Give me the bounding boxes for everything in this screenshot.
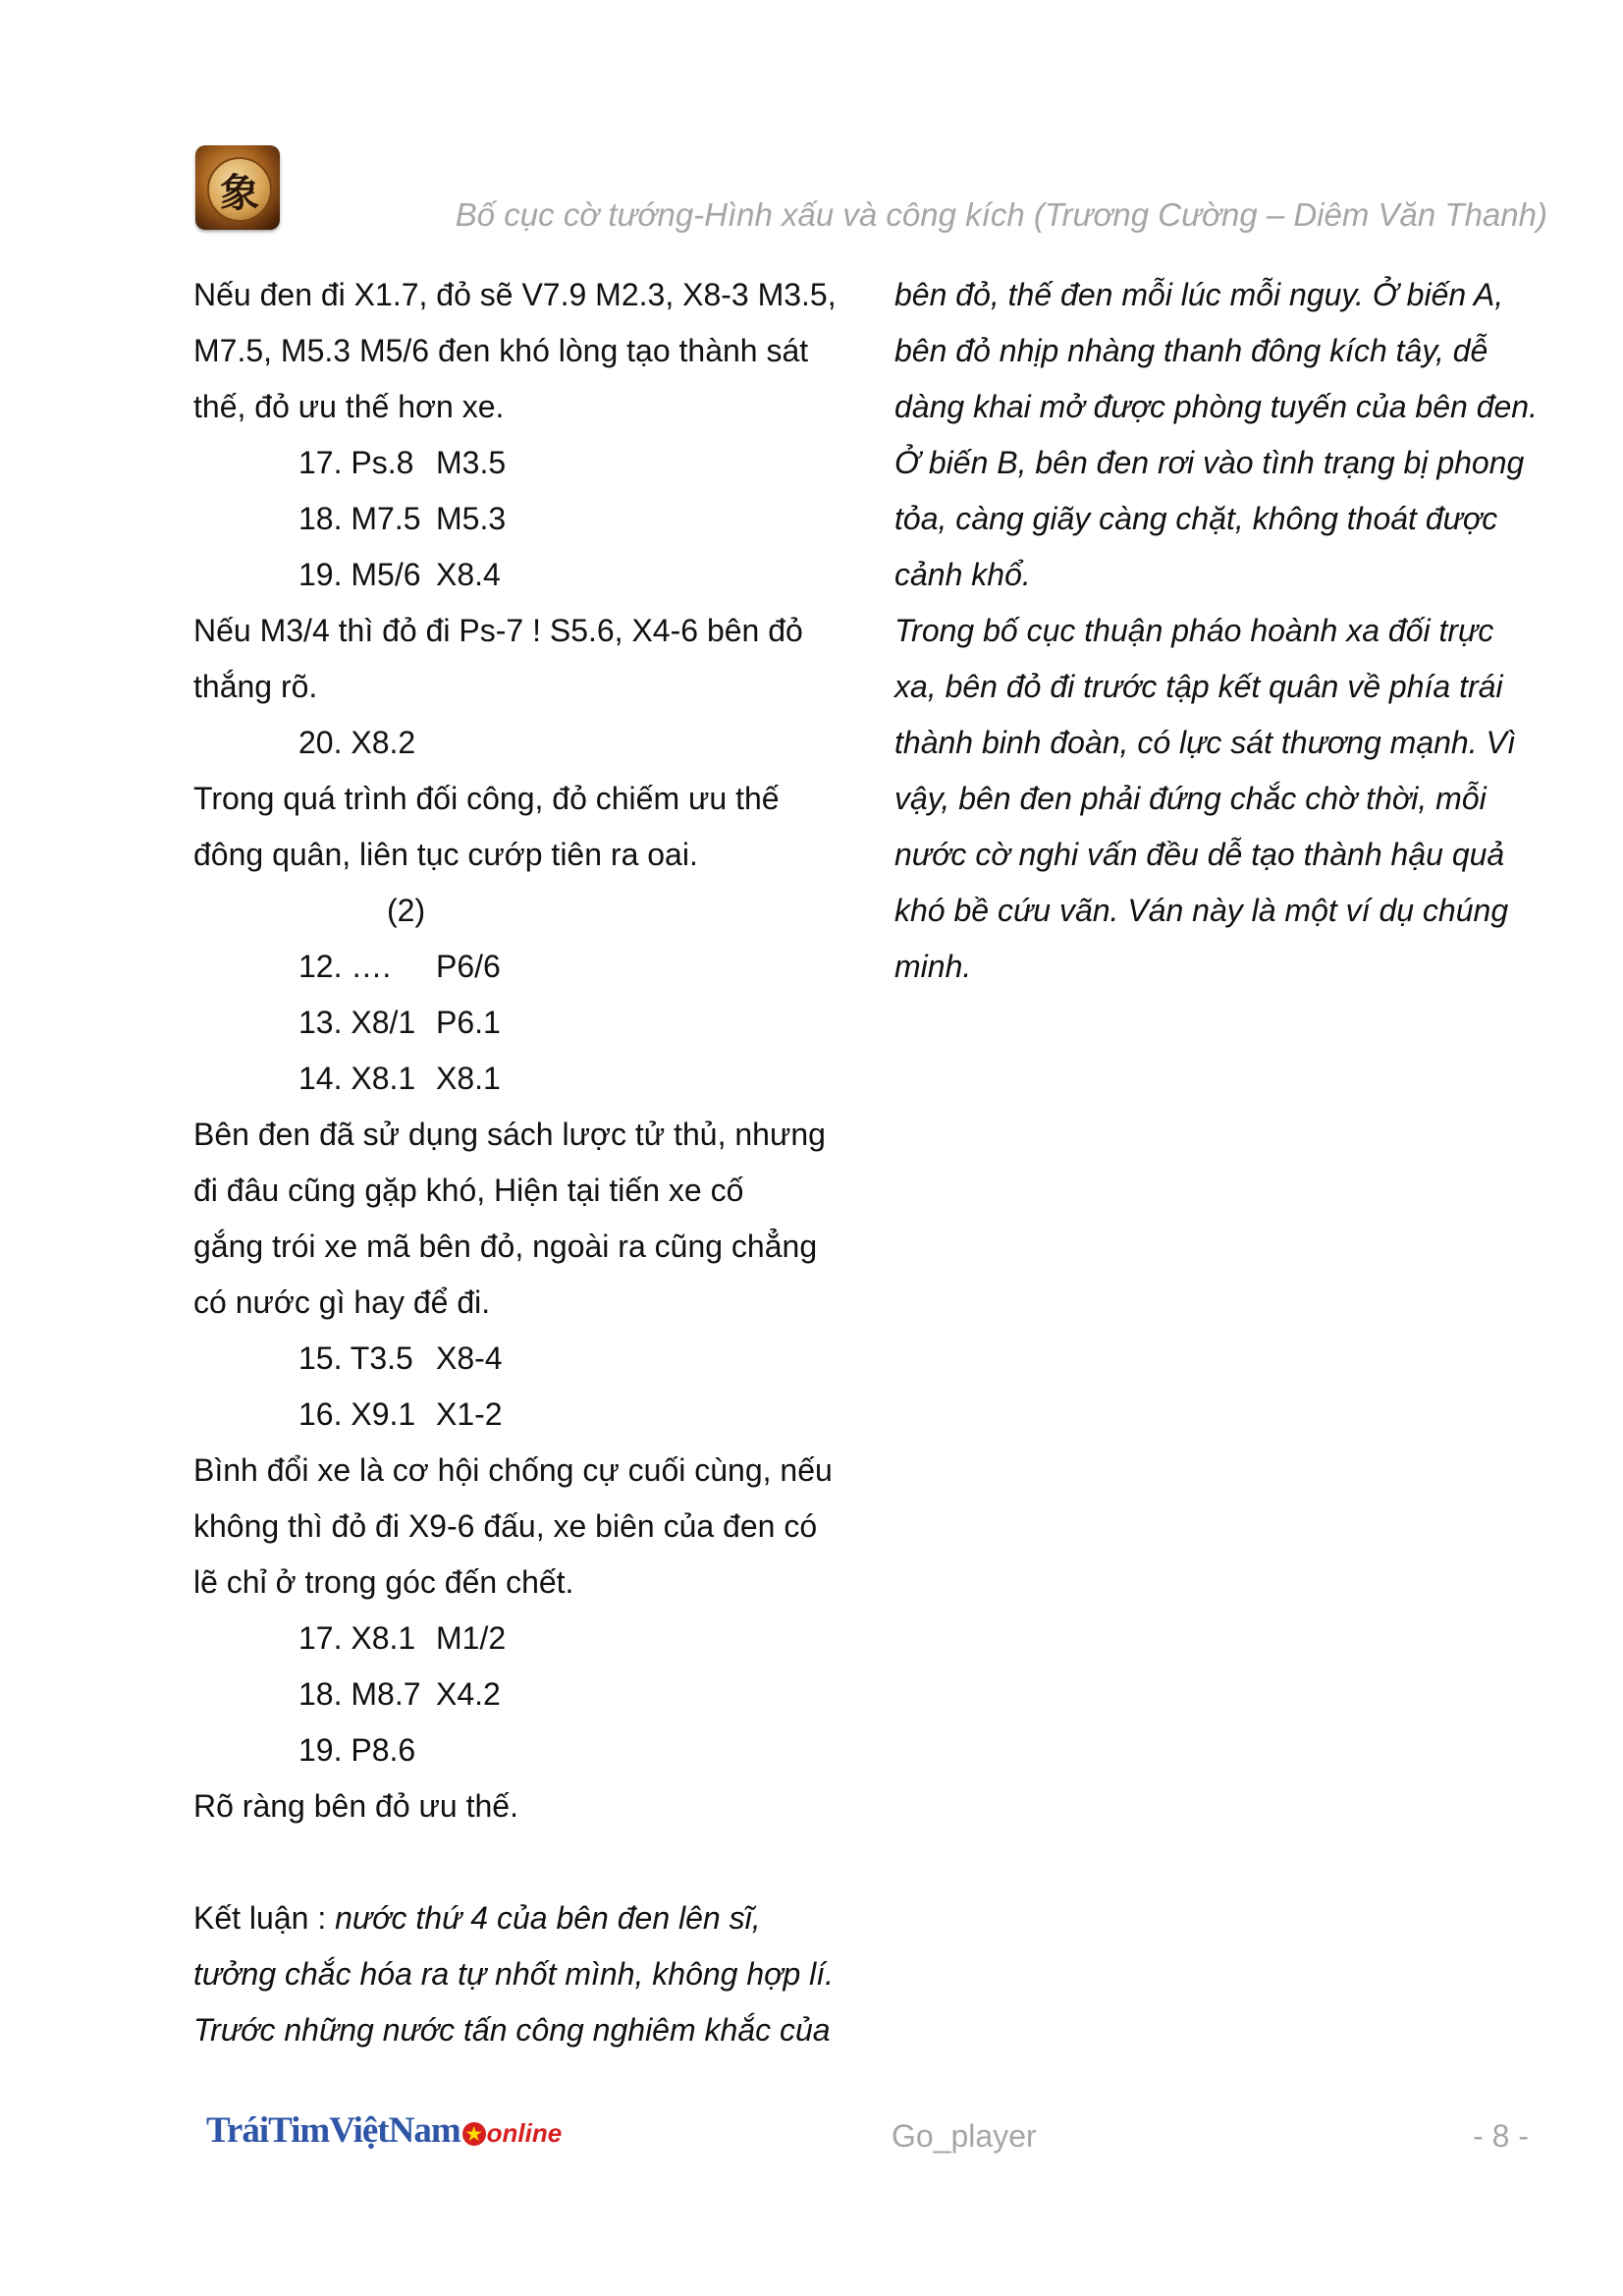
move-list-5 xyxy=(193,1611,881,1778)
move-black: M1/2 xyxy=(436,1620,507,1656)
text-line: bên đỏ nhịp nhàng thanh đông kích tây, dễ xyxy=(894,333,1488,368)
text-line: thắng rõ. xyxy=(193,669,318,704)
move-red: 19. M5/6 xyxy=(298,557,421,592)
paragraph-2 xyxy=(193,603,881,715)
move-list-1 xyxy=(193,435,881,603)
move-row xyxy=(193,1387,881,1443)
text-line: có nước gì hay để đi. xyxy=(193,1285,491,1320)
move-black: P6.1 xyxy=(436,1005,501,1040)
paragraph-1 xyxy=(193,267,881,435)
move-row xyxy=(193,1611,881,1667)
move-list-2 xyxy=(193,715,881,771)
move-row xyxy=(193,1331,881,1387)
move-list-4 xyxy=(193,1331,881,1443)
star-icon: ★ xyxy=(462,2122,486,2146)
brand-name: TráiTimViệtNam xyxy=(206,2110,460,2151)
text-line: đi đâu cũng gặp khó, Hiện tại tiến xe cố xyxy=(193,1173,744,1208)
paragraph-6: Rõ ràng bên đỏ ưu thế. xyxy=(193,1788,518,1824)
text-line: Bên đen đã sử dụng sách lược tử thủ, nhưng xyxy=(193,1117,826,1152)
text-line: khó bề cứu vãn. Ván này là một ví dụ chúng xyxy=(894,893,1509,928)
text-line: không thì đỏ đi X9-6 đấu, xe biên của đen có xyxy=(193,1508,818,1544)
move-black: X8.1 xyxy=(436,1061,501,1096)
text-line: xa, bên đỏ đi trước tập kết quân về phía trái xyxy=(894,669,1503,704)
text-line: Nếu M3/4 thì đỏ đi Ps-7 ! S5.6, X4-6 bên đỏ xyxy=(193,613,803,648)
move-row xyxy=(193,995,881,1051)
conclusion-line xyxy=(193,1890,881,1946)
text-line: đông quân, liên tục cướp tiên ra oai. xyxy=(193,837,698,872)
text-line: gắng trói xe mã bên đỏ, ngoài ra cũng chẳng xyxy=(193,1229,818,1264)
move-row xyxy=(193,1051,881,1107)
move-red: 18. M7.5 xyxy=(298,501,421,536)
brand-suffix: online xyxy=(486,2118,563,2148)
move-row xyxy=(193,1722,881,1778)
text-line: Trong quá trình đối công, đỏ chiếm ưu thế xyxy=(193,781,780,816)
text-line: M7.5, M5.3 M5/6 đen khó lòng tạo thành sát xyxy=(193,333,809,368)
text-line: bên đỏ, thế đen mỗi lúc mỗi nguy. Ở biến A, xyxy=(894,277,1504,312)
move-row xyxy=(193,715,881,771)
move-red: 13. X8/1 xyxy=(298,1005,416,1040)
move-black: X8.4 xyxy=(436,557,501,592)
conclusion-label: Kết luận : xyxy=(193,1900,327,1936)
move-black: P6/6 xyxy=(436,949,501,984)
footer-brand-logo xyxy=(206,2109,562,2152)
text-line: Nếu đen đi X1.7, đỏ sẽ V7.9 M2.3, X8-3 M3.5, xyxy=(193,277,837,312)
text-line: nước cờ nghi vấn đều dễ tạo thành hậu quả xyxy=(894,837,1505,872)
paragraph-3 xyxy=(193,771,881,883)
right-column xyxy=(894,267,1582,995)
move-black: X1-2 xyxy=(436,1396,503,1432)
move-row xyxy=(193,547,881,603)
move-black: X4.2 xyxy=(436,1676,501,1712)
text-line: Trong bố cục thuận pháo hoành xa đối trực xyxy=(894,613,1494,648)
text-line: vậy, bên đen phải đứng chắc chờ thời, mỗi xyxy=(894,781,1487,816)
left-column xyxy=(193,267,881,2058)
xiangqi-logo xyxy=(195,145,280,230)
text-line: cảnh khổ. xyxy=(894,557,1031,592)
move-red: 18. M8.7 xyxy=(298,1676,421,1712)
header-title: Bố cục cờ tướng-Hình xấu và công kích (Trương Cường – Diêm Văn Thanh) xyxy=(455,196,1547,233)
paragraph-5 xyxy=(193,1443,881,1611)
conclusion-line: Trước những nước tấn công nghiêm khắc của xyxy=(193,2012,831,2048)
move-red: 19. P8.6 xyxy=(298,1732,416,1768)
text-line: lẽ chỉ ở trong góc đến chết. xyxy=(193,1564,574,1600)
xiangqi-piece-icon: 象 xyxy=(207,157,272,222)
move-row xyxy=(193,491,881,547)
footer-author: Go_player xyxy=(892,2118,1037,2154)
move-red: 20. X8.2 xyxy=(298,725,416,760)
move-black: M5.3 xyxy=(436,501,507,536)
paragraph-4 xyxy=(193,1107,881,1331)
blank-line xyxy=(193,1834,881,1890)
move-black: X8-4 xyxy=(436,1340,503,1376)
text-line: thế, đỏ ưu thế hơn xe. xyxy=(193,389,505,424)
section-label: (2) xyxy=(387,893,426,928)
conclusion xyxy=(193,1890,881,2058)
conclusion-line: tưởng chắc hóa ra tự nhốt mình, không hợp lí. xyxy=(193,1956,835,1992)
text-line: thành binh đoàn, có lực sát thương mạnh. Vì xyxy=(894,725,1516,760)
text-line: tỏa, càng giãy càng chặt, không thoát được xyxy=(894,501,1498,536)
move-red: 14. X8.1 xyxy=(298,1061,416,1096)
move-row xyxy=(193,435,881,491)
move-black: M3.5 xyxy=(436,445,507,480)
move-red: 17. Ps.8 xyxy=(298,445,414,480)
move-list-3 xyxy=(193,939,881,1107)
move-red: 12. …. xyxy=(298,949,392,984)
text-line: minh. xyxy=(894,949,972,984)
move-red: 15. T3.5 xyxy=(298,1340,413,1376)
conclusion-text: nước thứ 4 của bên đen lên sĩ, xyxy=(326,1900,761,1936)
move-row xyxy=(193,939,881,995)
text-line: Bình đổi xe là cơ hội chống cự cuối cùng, nếu xyxy=(193,1452,833,1488)
move-red: 17. X8.1 xyxy=(298,1620,416,1656)
page-number: - 8 - xyxy=(1473,2118,1529,2154)
text-line: dàng khai mở được phòng tuyến của bên đen. xyxy=(894,389,1538,424)
text-line: Ở biến B, bên đen rơi vào tình trạng bị phong xyxy=(894,445,1525,480)
move-red: 16. X9.1 xyxy=(298,1396,416,1432)
move-row xyxy=(193,1667,881,1722)
